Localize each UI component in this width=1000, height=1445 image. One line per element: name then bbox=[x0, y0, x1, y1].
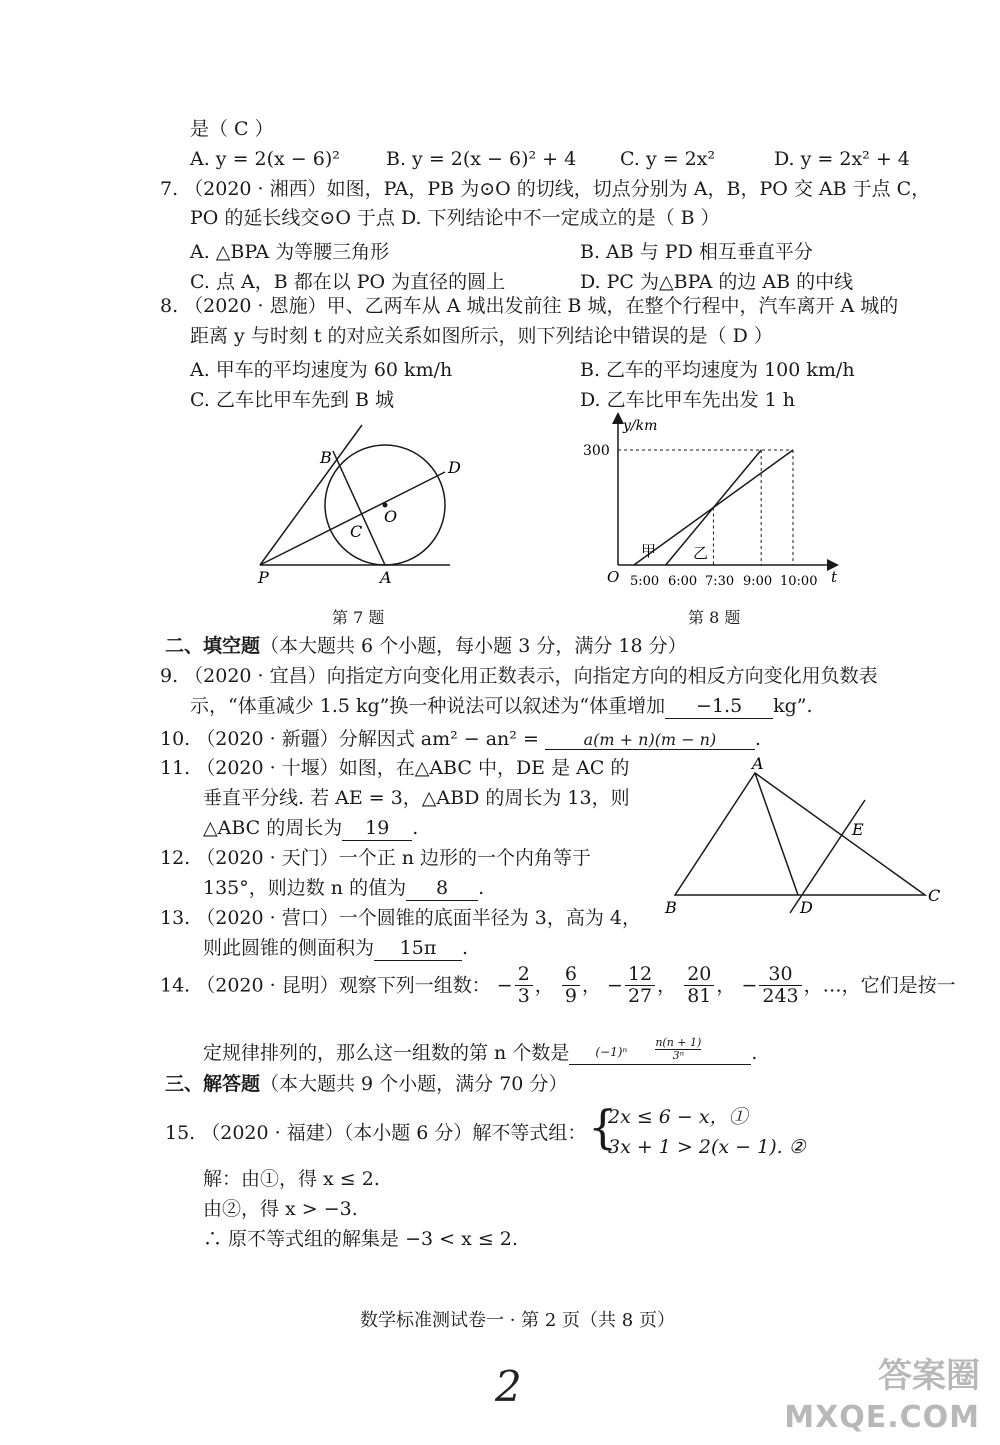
q6-option-b: B. y = 2(x − 6)² + 4 bbox=[386, 148, 577, 170]
q11-line3-pre: △ABC 的周长为 bbox=[203, 817, 343, 839]
q10-pre: 10. （2020 · 新疆）分解因式 am² − an² = bbox=[160, 728, 539, 750]
q15-solution-1: 解：由①，得 x ≤ 2. bbox=[203, 1168, 380, 1190]
q14-frac-1-den: 3 bbox=[517, 984, 530, 1007]
fig8-x-tick-1: 5:00 bbox=[630, 574, 660, 589]
q6-stem: 是（ C ） bbox=[190, 118, 274, 140]
q12-line2-pre: 135°，则边数 n 的值为 bbox=[203, 877, 407, 899]
q14-frac-2-den: 9 bbox=[564, 984, 577, 1007]
q13-line1: 13. （2020 · 营口）一个圆锥的底面半径为 3，高为 4， bbox=[160, 907, 641, 929]
fig8-x-tick-3: 7:30 bbox=[705, 574, 735, 589]
q11-line2: 垂直平分线. 若 AE = 3，△ABD 的周长为 13，则 bbox=[203, 787, 630, 809]
fig11-label-d: D bbox=[800, 898, 813, 917]
q13-line2 bbox=[203, 937, 468, 961]
q14-line1: 14. （2020 · 昆明）观察下列一组数： − $\frac{2}{3}$ ， $\frac{6}{9}$ ， − $\frac{12}{27}$ ， $\frac{20}{81}$ ， − $\frac{30}{243}$ ，…，它们是按一 bbox=[160, 963, 956, 1007]
q14-frac-5-num: 30 bbox=[759, 965, 801, 986]
fig8-series-label-jia: 甲 bbox=[641, 542, 657, 560]
q14-answer-num: n(n + 1) bbox=[655, 1035, 702, 1049]
q14-pre: 14. （2020 · 昆明）观察下列一组数： bbox=[160, 974, 491, 997]
page-footer: 数学标准测试卷一 · 第 2 页（共 8 页） bbox=[360, 1310, 675, 1331]
q10-post: . bbox=[754, 728, 761, 750]
watermark-logo: 答案圈 bbox=[878, 1356, 980, 1396]
q6-option-c: C. y = 2x² bbox=[620, 148, 716, 170]
q14-frac-3-sign: − bbox=[607, 974, 623, 997]
fig7-label-b: B bbox=[320, 448, 332, 467]
q6-option-d: D. y = 2x² + 4 bbox=[774, 148, 910, 170]
q8-option-a: A. 甲车的平均速度为 60 km/h bbox=[190, 359, 453, 381]
q11-line1: 11. （2020 · 十堰）如图，在△ABC 中，DE 是 AC 的 bbox=[160, 757, 630, 779]
q15-stem: 15. （2020 · 福建）（本小题 6 分）解不等式组： bbox=[165, 1122, 587, 1144]
fig11-triangle-abc bbox=[675, 773, 925, 895]
q13-answer: 15π bbox=[374, 937, 462, 961]
fig8-origin: O bbox=[607, 568, 620, 586]
fig7-caption: 第 7 题 bbox=[332, 608, 385, 627]
q8-line1: 8. （2020 · 恩施）甲、乙两车从 A 城出发前往 B 城，在整个行程中，汽车离开 A 城的 bbox=[160, 295, 899, 317]
q14-frac-1-num: 2 bbox=[515, 965, 533, 986]
fig8-x-tick-5: 10:00 bbox=[780, 574, 818, 589]
q12-line2-post: . bbox=[478, 877, 485, 899]
q11-line3-post: . bbox=[412, 817, 419, 839]
q15-eq1: 2x ≤ 6 − x，① bbox=[608, 1106, 748, 1128]
q12-line2 bbox=[203, 877, 484, 901]
q9-line1: 9. （2020 · 宜昌）向指定方向变化用正数表示，向指定方向的相反方向变化用负数表 bbox=[160, 665, 878, 687]
q14-frac-3-den: 27 bbox=[627, 984, 653, 1007]
fig8-y-label: y/km bbox=[623, 418, 658, 434]
q14-frac-1 bbox=[515, 965, 533, 1007]
watermark-url: MXQE.COM bbox=[784, 1400, 980, 1435]
fig11-segment-ad bbox=[755, 773, 798, 895]
section2-title: 二、填空题 bbox=[165, 635, 261, 657]
q9-answer: −1.5 bbox=[665, 695, 773, 719]
q10-answer: a(m + n)(m − n) bbox=[545, 730, 755, 750]
q14-frac-3 bbox=[625, 965, 655, 1007]
handwritten-page-number: 2 bbox=[495, 1362, 522, 1411]
q7-line1: 7. （2020 · 湘西）如图，PA，PB 为⊙O 的切线，切点分别为 A，B，PO 交 AB 于点 C， bbox=[160, 178, 931, 200]
q14-answer-left: (−1)ⁿ bbox=[595, 1045, 628, 1060]
fig8-x-tick-2: 6:00 bbox=[668, 574, 698, 589]
section2-desc: （本大题共 6 个小题，每小题 3 分，满分 18 分） bbox=[260, 635, 687, 657]
fig7-label-d: D bbox=[448, 458, 461, 477]
fig7-label-c: C bbox=[350, 522, 363, 541]
figure-11 bbox=[660, 755, 950, 920]
q7-option-d: D. PC 为△BPA 的边 AB 的中线 bbox=[580, 271, 854, 293]
fig11-label-a: A bbox=[752, 755, 764, 773]
q13-line2-pre: 则此圆锥的侧面积为 bbox=[203, 937, 375, 959]
section3-heading bbox=[165, 1073, 567, 1096]
q6-option-a: A. y = 2(x − 6)² bbox=[190, 148, 340, 170]
q8-option-c: C. 乙车比甲车先到 B 城 bbox=[190, 389, 394, 411]
q14-frac-1-sign: − bbox=[496, 974, 513, 997]
fig8-x-label: t bbox=[831, 568, 838, 586]
fig7-tangent-pb bbox=[260, 425, 362, 565]
q14-frac-5-sign: − bbox=[741, 974, 758, 997]
q7-option-b: B. AB 与 PD 相互垂直平分 bbox=[580, 241, 813, 263]
q14-line2 bbox=[203, 1035, 758, 1065]
section2-heading bbox=[165, 635, 687, 658]
q7-option-c: C. 点 A，B 都在以 PO 为直径的圆上 bbox=[190, 271, 506, 293]
q14-frac-4 bbox=[684, 965, 714, 1007]
fig11-label-c: C bbox=[928, 886, 941, 905]
q8-option-b: B. 乙车的平均速度为 100 km/h bbox=[580, 359, 855, 381]
q14-frac-3-num: 12 bbox=[625, 965, 655, 986]
q11-answer: 19 bbox=[342, 817, 412, 841]
q12-answer: 8 bbox=[406, 877, 478, 901]
q7-option-a: A. △BPA 为等腰三角形 bbox=[190, 241, 390, 263]
section3-title: 三、解答题 bbox=[165, 1073, 261, 1095]
fig8-y-tick: 300 bbox=[583, 443, 610, 459]
q11-line3 bbox=[203, 817, 418, 841]
fig8-caption: 第 8 题 bbox=[688, 608, 741, 627]
fig7-label-p: P bbox=[258, 568, 269, 587]
q14-line2-post: . bbox=[751, 1042, 758, 1064]
fig11-label-e: E bbox=[852, 820, 864, 839]
section3-desc: （本大题共 9 个小题，满分 70 分） bbox=[260, 1073, 568, 1095]
figure-8 bbox=[575, 410, 855, 595]
q15-solution-2: 由②，得 x > −3. bbox=[203, 1198, 358, 1220]
fig8-x-tick-4: 9:00 bbox=[743, 574, 773, 589]
q10-line bbox=[160, 728, 761, 751]
q14-line2-pre: 定规律排列的，那么这一组数的第 n 个数是 bbox=[203, 1042, 570, 1064]
q14-answer-frac bbox=[655, 1037, 701, 1062]
q13-line2-post: . bbox=[462, 937, 469, 959]
q15-solution-3: ∴ 原不等式组的解集是 −3 < x ≤ 2. bbox=[203, 1228, 518, 1250]
q14-frac-4-num: 20 bbox=[684, 965, 714, 986]
fig7-chord-ab bbox=[333, 451, 385, 565]
q9-line2-post: kg”. bbox=[773, 695, 813, 717]
fig8-series-line-2 bbox=[666, 450, 761, 565]
q14-frac-5 bbox=[759, 965, 801, 1007]
q14-post: ，…，它们是按一 bbox=[803, 974, 956, 997]
fig7-line-pd bbox=[260, 472, 445, 565]
fig11-bisector-de bbox=[790, 800, 865, 913]
fig7-label-o: O bbox=[384, 507, 398, 526]
q15-eq2: 3x + 1 > 2(x − 1). ② bbox=[608, 1136, 806, 1158]
fig8-series-label-yi: 乙 bbox=[693, 544, 709, 562]
q14-answer bbox=[569, 1035, 751, 1065]
q14-answer-den: 3ⁿ bbox=[672, 1048, 685, 1062]
q9-line2-pre: 示，“体重减少 1.5 kg”换一种说法可以叙述为“体重增加 bbox=[190, 695, 666, 717]
q14-frac-5-den: 243 bbox=[762, 984, 799, 1007]
q8-line2: 距离 y 与时刻 t 的对应关系如图所示，则下列结论中错误的是（ D ） bbox=[190, 325, 773, 347]
q12-line1: 12. （2020 · 天门）一个正 n 边形的一个内角等于 bbox=[160, 847, 592, 869]
q14-frac-2 bbox=[562, 965, 580, 1007]
q14-frac-4-den: 81 bbox=[687, 984, 712, 1007]
fig7-label-a: A bbox=[380, 568, 392, 587]
q9-line2 bbox=[190, 695, 813, 719]
fig11-label-b: B bbox=[665, 898, 677, 917]
q7-line2: PO 的延长线交⊙O 于点 D. 下列结论中不一定成立的是（ B ） bbox=[190, 207, 720, 229]
q8-option-d: D. 乙车比甲车先出发 1 h bbox=[580, 389, 796, 411]
figure-7 bbox=[250, 415, 470, 595]
q15-brace: { bbox=[588, 1100, 618, 1154]
q14-frac-2-num: 6 bbox=[562, 965, 580, 986]
